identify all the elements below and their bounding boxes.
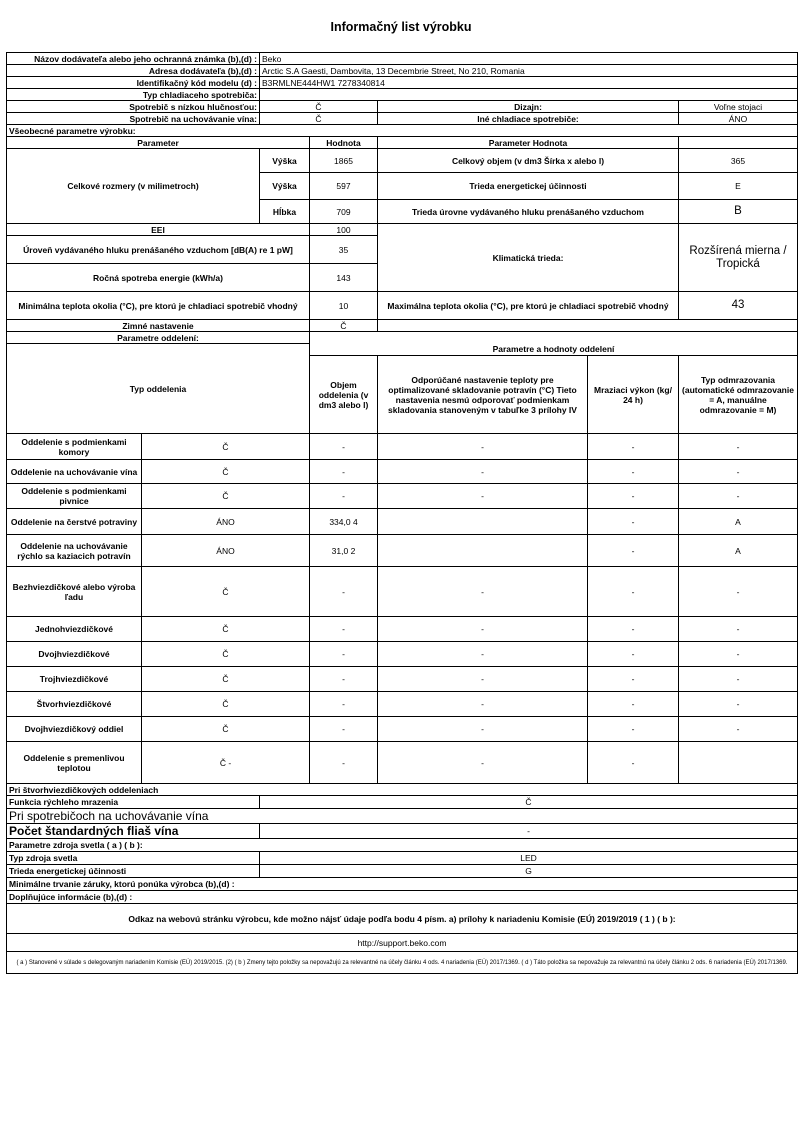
supplier-name-row xyxy=(7,53,798,65)
volume-label: Celkový objem (v dm3 Šírka x alebo l) xyxy=(378,149,679,173)
compartment-defrost: - xyxy=(679,567,798,617)
energy-class-value: E xyxy=(679,173,798,200)
supplier-address-value: Arctic S.A Gaesti, Dambovita, 13 Decembrie Street, No 210, Romania xyxy=(260,65,798,77)
supplier-name-value: Beko xyxy=(260,53,798,65)
energy-class-label: Trieda energetickej účinnosti xyxy=(378,173,679,200)
consumption-value: 143 xyxy=(310,264,378,292)
link-row xyxy=(7,904,798,934)
compartments-section-row xyxy=(7,332,798,344)
additional-label: Doplňujúce informácie (b),(d) : xyxy=(7,891,798,904)
compartment-volume: - xyxy=(310,434,378,460)
model-id-label: Identifikačný kód modelu (d) : xyxy=(7,77,260,89)
compartment-freeze: - xyxy=(588,642,679,667)
wine-section-row xyxy=(7,809,798,824)
compartment-row xyxy=(7,434,798,460)
model-id-row xyxy=(7,77,798,89)
compartment-freeze: - xyxy=(588,617,679,642)
low-noise-value: Č xyxy=(260,101,378,113)
noise-class-label: Trieda úrovne vydávaného hluku prenášaného vzduchom xyxy=(378,200,679,224)
fast-freeze-row xyxy=(7,796,798,809)
winter-blank xyxy=(378,320,798,332)
compartment-present: Č - xyxy=(142,742,310,784)
support-url[interactable]: http://support.beko.com xyxy=(7,934,798,952)
compartment-freeze: - xyxy=(588,717,679,742)
light-type-value: LED xyxy=(260,852,798,865)
light-type-row xyxy=(7,852,798,865)
wine-appliance-value: Č xyxy=(260,113,378,125)
ambient-temp-row xyxy=(7,292,798,320)
document-title: Informačný list výrobku xyxy=(330,20,472,34)
warranty-row xyxy=(7,878,798,891)
max-temp-label: Maximálna teplota okolia (°C), pre ktorú je chladiaci spotrebič vhodný xyxy=(378,292,679,320)
compartment-volume: - xyxy=(310,642,378,667)
compartment-row xyxy=(7,460,798,484)
compartment-defrost: A xyxy=(679,509,798,535)
param-value-header-blank xyxy=(679,137,798,149)
noise-class-value: B xyxy=(679,200,798,224)
compartment-defrost: A xyxy=(679,535,798,567)
compartment-temp: - xyxy=(378,460,588,484)
compartment-volume: - xyxy=(310,692,378,717)
compartment-temp: - xyxy=(378,742,588,784)
compartment-temp: - xyxy=(378,717,588,742)
supplier-address-label: Adresa dodávateľa (b),(d) : xyxy=(7,65,260,77)
footnote-row xyxy=(7,952,798,974)
light-class-row xyxy=(7,865,798,878)
compartment-defrost: - xyxy=(679,692,798,717)
compartment-row xyxy=(7,484,798,509)
winter-row xyxy=(7,320,798,332)
general-section-label: Všeobecné parametre výrobku: xyxy=(7,125,798,137)
compartment-freeze: - xyxy=(588,509,679,535)
compartment-freeze: - xyxy=(588,742,679,784)
winter-label: Zimné nastavenie xyxy=(7,320,310,332)
compartment-row xyxy=(7,617,798,642)
compartment-present: Č xyxy=(142,667,310,692)
additional-row xyxy=(7,891,798,904)
compartment-temp: - xyxy=(378,617,588,642)
param-value-header: Parameter Hodnota xyxy=(378,137,679,149)
compartment-name: Jednohviezdičkové xyxy=(7,617,142,642)
compartment-defrost: - xyxy=(679,617,798,642)
compartment-defrost: - xyxy=(679,460,798,484)
product-info-table xyxy=(6,52,798,974)
compartment-freeze: - xyxy=(588,567,679,617)
volume-value: 365 xyxy=(679,149,798,173)
compartment-name: Dvojhviezdičkový oddiel xyxy=(7,717,142,742)
compartment-defrost xyxy=(679,742,798,784)
climate-value: Rozšírená mierna / Tropická xyxy=(679,224,798,292)
other-appliance-label: Iné chladiace spotrebiče: xyxy=(378,113,679,125)
height-value: 1865 xyxy=(310,149,378,173)
compartment-row xyxy=(7,535,798,567)
compartments-section-label: Parametre oddelení: xyxy=(7,332,310,344)
compartment-temp: - xyxy=(378,667,588,692)
param-header: Parameter xyxy=(7,137,310,149)
compartment-volume: 31,0 2 xyxy=(310,535,378,567)
winter-value: Č xyxy=(310,320,378,332)
compartment-row xyxy=(7,717,798,742)
compartment-temp: - xyxy=(378,434,588,460)
wine-appliance-row xyxy=(7,113,798,125)
compartment-freeze: - xyxy=(588,535,679,567)
compartment-temp: - xyxy=(378,567,588,617)
climate-label: Klimatická trieda: xyxy=(378,224,679,292)
compartment-present: Č xyxy=(142,460,310,484)
general-header-row xyxy=(7,137,798,149)
compartment-present: Č xyxy=(142,717,310,742)
max-temp-value: 43 xyxy=(679,292,798,320)
compartment-volume: - xyxy=(310,460,378,484)
design-label: Dizajn: xyxy=(378,101,679,113)
compartment-volume: 334,0 4 xyxy=(310,509,378,535)
width-value: 597 xyxy=(310,173,378,200)
general-section-row xyxy=(7,125,798,137)
defrost-header: Typ odmrazovania (automatické odmrazovanie = A, manuálne odmrazovanie = M) xyxy=(679,356,798,434)
link-text: Odkaz na webovú stránku výrobcu, kde možno nájsť údaje podľa bodu 4 písm. a) prílohy k nariadeniu Komisie (EÚ) 2019/2019 ( 1 ) ( b ): xyxy=(7,904,798,934)
compartment-defrost: - xyxy=(679,717,798,742)
compartment-name: Oddelenie na čerstvé potraviny xyxy=(7,509,142,535)
compartment-volume: - xyxy=(310,567,378,617)
compartment-row xyxy=(7,567,798,617)
noise-label: Úroveň vydávaného hluku prenášaného vzduchom [dB(A) re 1 pW] xyxy=(7,236,310,264)
low-noise-row xyxy=(7,101,798,113)
compartment-temp xyxy=(378,509,588,535)
compartment-volume: - xyxy=(310,742,378,784)
compartments-section-blank xyxy=(310,332,798,344)
compartment-row xyxy=(7,692,798,717)
eei-row xyxy=(7,224,798,236)
value-header: Hodnota xyxy=(310,137,378,149)
compartment-present: Č xyxy=(142,617,310,642)
min-temp-label: Minimálna teplota okolia (°C), pre ktorú je chladiaci spotrebič vhodný xyxy=(7,292,310,320)
compartment-row xyxy=(7,642,798,667)
wine-bottles-value: - xyxy=(260,824,798,839)
min-temp-value: 10 xyxy=(310,292,378,320)
compartment-name: Oddelenie na uchovávanie rýchlo sa kaziacich potravín xyxy=(7,535,142,567)
compartment-defrost: - xyxy=(679,434,798,460)
eei-label: EEI xyxy=(7,224,310,236)
compartment-name: Oddelenie s podmienkami pivnice xyxy=(7,484,142,509)
depth-value: 709 xyxy=(310,200,378,224)
appliance-type-row xyxy=(7,89,798,101)
compartment-name: Oddelenie s premenlivou teplotou xyxy=(7,742,142,784)
width-label: Výška xyxy=(260,173,310,200)
light-class-label: Trieda energetickej účinnosti xyxy=(7,865,260,878)
compartments-group-row xyxy=(7,344,798,356)
compartment-rows xyxy=(7,434,798,784)
compartment-present: Č xyxy=(142,642,310,667)
fast-freeze-value: Č xyxy=(260,796,798,809)
wine-section-label: Pri spotrebičoch na uchovávanie vína xyxy=(7,809,798,824)
compartment-name: Oddelenie s podmienkami komory xyxy=(7,434,142,460)
temp-header: Odporúčané nastavenie teploty pre optimalizované skladovanie potravín (°C) Tieto nastavenia nesmú odporovať podmienkam skladovania stanoveným v tabuľke 3 prílohy IV xyxy=(378,356,588,434)
compartment-name: Trojhviezdičkové xyxy=(7,667,142,692)
eei-value: 100 xyxy=(310,224,378,236)
four-star-section-label: Pri štvorhviezdičkových oddeleniach xyxy=(7,784,798,796)
compartment-defrost: - xyxy=(679,642,798,667)
appliance-type-value xyxy=(260,89,798,101)
light-class-value: G xyxy=(260,865,798,878)
compartment-name: Štvorhviezdičkové xyxy=(7,692,142,717)
model-id-value: B3RMLNE444HW1 7278340814 xyxy=(260,77,798,89)
compartment-name: Bezhviezdičkové alebo výroba ľadu xyxy=(7,567,142,617)
group-header: Parametre a hodnoty oddelení xyxy=(310,344,798,356)
warranty-label: Minimálne trvanie záruky, ktorú ponúka výrobca (b),(d) : xyxy=(7,878,798,891)
volume-header: Objem oddelenia (v dm3 alebo l) xyxy=(310,356,378,434)
compartment-temp: - xyxy=(378,692,588,717)
noise-value: 35 xyxy=(310,236,378,264)
compartment-volume: - xyxy=(310,717,378,742)
compartment-temp: - xyxy=(378,484,588,509)
compartment-row xyxy=(7,509,798,535)
compartment-row xyxy=(7,667,798,692)
compartment-freeze: - xyxy=(588,434,679,460)
dims-label: Celkové rozmery (v milimetroch) xyxy=(7,149,260,224)
compartment-volume: - xyxy=(310,484,378,509)
compartment-freeze: - xyxy=(588,667,679,692)
design-value: Voľne stojaci xyxy=(679,101,798,113)
compartment-present: Č xyxy=(142,434,310,460)
wine-bottles-label: Počet štandardných fliaš vína xyxy=(7,824,260,839)
depth-label: Hĺbka xyxy=(260,200,310,224)
supplier-name-label: Názov dodávateľa alebo jeho ochranná známka (b),(d) : xyxy=(7,53,260,65)
compartment-volume: - xyxy=(310,667,378,692)
compartment-freeze: - xyxy=(588,692,679,717)
supplier-address-row xyxy=(7,65,798,77)
light-section-label: Parametre zdroja svetla ( a ) ( b ): xyxy=(7,839,798,852)
height-row xyxy=(7,149,798,173)
height-label: Výška xyxy=(260,149,310,173)
consumption-label: Ročná spotreba energie (kWh/a) xyxy=(7,264,310,292)
compartment-volume: - xyxy=(310,617,378,642)
wine-appliance-label: Spotrebič na uchovávanie vína: xyxy=(7,113,260,125)
compartment-present: Č xyxy=(142,692,310,717)
fast-freeze-label: Funkcia rýchleho mrazenia xyxy=(7,796,260,809)
other-appliance-value: ÁNO xyxy=(679,113,798,125)
compartment-row xyxy=(7,742,798,784)
compartment-present: Č xyxy=(142,567,310,617)
compartment-name: Dvojhviezdičkové xyxy=(7,642,142,667)
compartment-name: Oddelenie na uchovávanie vína xyxy=(7,460,142,484)
compartment-temp: - xyxy=(378,642,588,667)
compartment-present: ÁNO xyxy=(142,535,310,567)
light-type-label: Typ zdroja svetla xyxy=(7,852,260,865)
url-row xyxy=(7,934,798,952)
compartment-present: ÁNO xyxy=(142,509,310,535)
footnote: ( a ) Stanovené v súlade s delegovaným nariadením Komisie (EÚ) 2019/2015. (2) ( b ) Zmeny tejto položky sa nepovažujú za relevantné na účely článku 4 ods. 4 nariadenia (EÚ) 2017/1369. ( d ) Táto položka sa nepovažuje za relevantnú na účely článku 2 ods. 6 nariadenia (EÚ) 2017/1369. xyxy=(7,952,798,974)
wine-bottles-row xyxy=(7,824,798,839)
compartment-defrost: - xyxy=(679,484,798,509)
compartment-temp xyxy=(378,535,588,567)
low-noise-label: Spotrebič s nízkou hlučnosťou: xyxy=(7,101,260,113)
light-section-row xyxy=(7,839,798,852)
appliance-type-label: Typ chladiaceho spotrebiča: xyxy=(7,89,260,101)
compartment-present: Č xyxy=(142,484,310,509)
freeze-header: Mraziaci výkon (kg/ 24 h) xyxy=(588,356,679,434)
compartment-freeze: - xyxy=(588,460,679,484)
type-header: Typ oddelenia xyxy=(7,344,310,434)
compartment-freeze: - xyxy=(588,484,679,509)
four-star-section-row xyxy=(7,784,798,796)
compartment-defrost: - xyxy=(679,667,798,692)
